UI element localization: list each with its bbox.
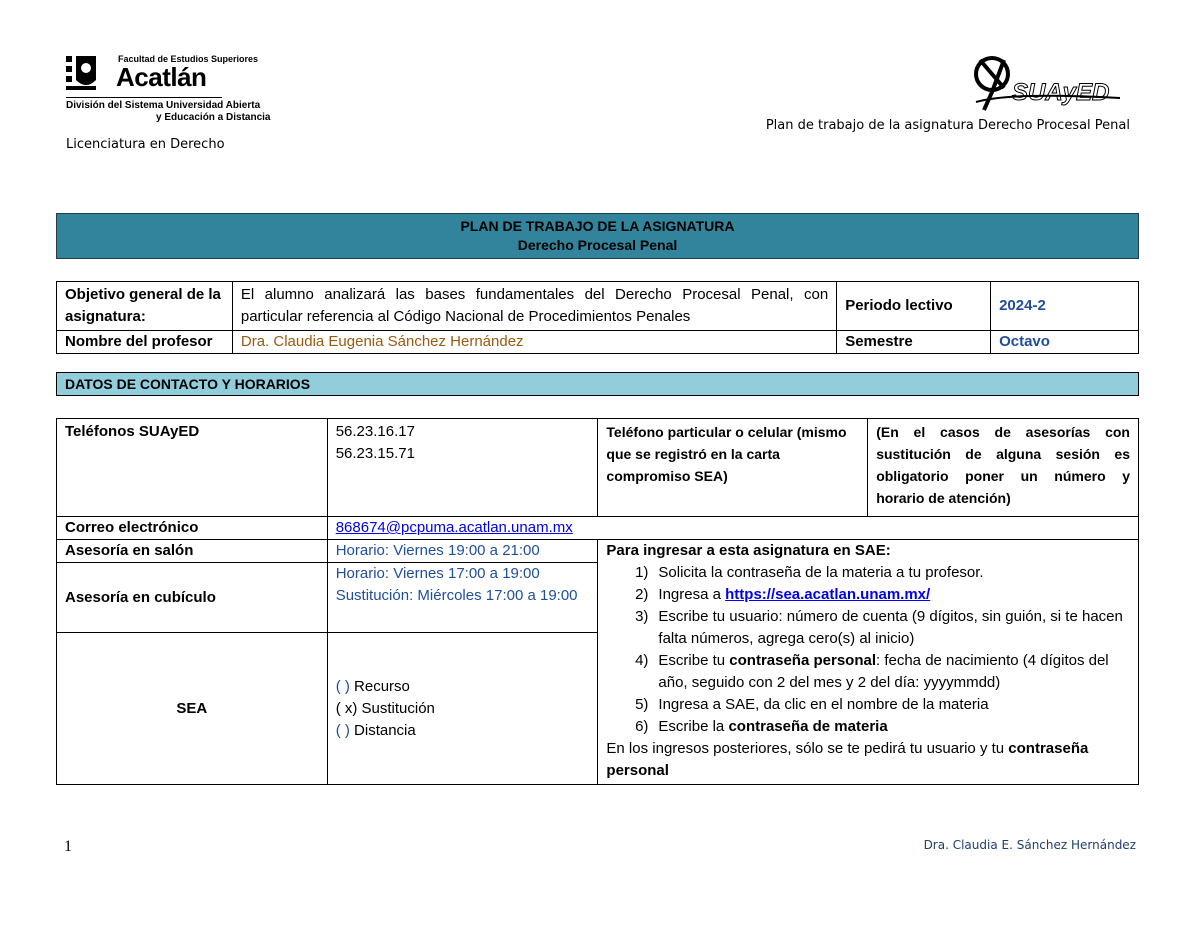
- particular-label: Teléfono particular o celular (mismo que se registró en la carta compromiso SEA): [598, 419, 868, 517]
- sea-sustitucion: ( x) Sustitución: [335, 699, 435, 717]
- sae-link[interactable]: https://sea.acatlan.unam.mx/: [725, 586, 931, 603]
- profesor-value: Dra. Claudia Eugenia Sánchez Hernández: [232, 331, 836, 354]
- fes-text: Facultad de Estudios Superiores: [118, 54, 259, 64]
- acatlan-logo: [64, 50, 271, 128]
- telefono-1: 56.23.16.17: [335, 423, 415, 440]
- page-number: 1: [64, 838, 72, 855]
- info-table: [56, 281, 1139, 354]
- correo-link[interactable]: 868674@pcpuma.acatlan.unam.mx: [335, 519, 573, 536]
- footer-author: Dra. Claudia E. Sánchez Hernández: [923, 838, 1136, 852]
- subject-title: Derecho Procesal Penal: [517, 237, 678, 253]
- objetivo-label: Objetivo general de la asignatura:: [57, 282, 233, 331]
- division-line-2: y Educación a Distancia: [156, 112, 271, 123]
- sae-step-1: 1) Solicita la contraseña de la materia a tu profesor.: [635, 564, 984, 581]
- telefonos-label: Teléfonos SUAyED: [57, 419, 328, 517]
- particular-note: (En el casos de asesorías con sustitución de alguna sesión es obligatorio poner un número y horario de atención): [868, 419, 1139, 517]
- cubiculo-horario: Horario: Viernes 17:00 a 19:00: [335, 565, 540, 582]
- suayed-logo: [970, 52, 1130, 114]
- sae-instructions: [598, 540, 1139, 785]
- objetivo-value: El alumno analizará las bases fundamentales del Derecho Procesal Penal, con particular referencia al Código Nacional de Procedimientos Penales: [232, 282, 836, 331]
- salon-label: Asesoría en salón: [57, 540, 328, 563]
- contact-table: [56, 418, 1139, 785]
- sea-distancia: ( ) Distancia: [335, 721, 416, 739]
- sea-label: SEA: [57, 633, 328, 785]
- sae-step-3: 3) Escribe tu usuario: número de cuenta (9 dígitos, sin guión, si te hacen falta números, agrega cero(s) al inicio): [635, 608, 1123, 647]
- plan-title-bar: [56, 213, 1139, 259]
- periodo-value: 2024-2: [991, 282, 1139, 331]
- cubiculo-label: Asesoría en cubículo: [57, 563, 328, 633]
- semestre-label: Semestre: [837, 331, 991, 354]
- telefono-2: 56.23.15.71: [335, 445, 415, 462]
- correo-cell: [327, 517, 1138, 540]
- sae-intro: Para ingresar a esta asignatura en SAE:: [606, 542, 891, 559]
- sae-step-5: 5) Ingresa a SAE, da clic en el nombre de la materia: [635, 696, 989, 713]
- licenciatura-label: Licenciatura en Derecho: [66, 137, 225, 152]
- correo-label: Correo electrónico: [57, 517, 328, 540]
- cubiculo-values: [327, 563, 598, 633]
- sea-recurso: ( ) Recurso: [335, 677, 410, 695]
- sea-options: [327, 633, 598, 785]
- salon-value: Horario: Viernes 19:00 a 21:00: [327, 540, 598, 563]
- semestre-value: Octavo: [991, 331, 1139, 354]
- sae-steps: [606, 562, 1130, 738]
- plan-header-label: Plan de trabajo de la asignatura Derecho Procesal Penal: [765, 118, 1130, 133]
- sae-step-4: 4) Escribe tu contraseña personal: fecha de nacimiento (4 dígitos del año, seguido con 2 del mes y 2 del día: yyyymmdd): [635, 652, 1109, 691]
- division-line-1: División del Sistema Universidad Abierta: [66, 100, 261, 111]
- acatlan-title: Acatlán: [116, 62, 207, 92]
- profesor-label: Nombre del profesor: [57, 331, 233, 354]
- logo-divider: [66, 97, 222, 98]
- suayed-logo-text: SUAyED: [1012, 79, 1110, 106]
- sae-step-6: 6) Escribe la contraseña de materia: [635, 718, 888, 735]
- datos-contacto-bar: DATOS DE CONTACTO Y HORARIOS: [56, 372, 1139, 396]
- periodo-label: Periodo lectivo: [837, 282, 991, 331]
- unam-shield-icon: [64, 54, 98, 94]
- sae-posteriores: En los ingresos posteriores, sólo se te pedirá tu usuario y tu contraseña personal: [606, 740, 1089, 779]
- plan-title: PLAN DE TRABAJO DE LA ASIGNATURA: [460, 218, 735, 234]
- sae-step-2: 2) Ingresa a https://sea.acatlan.unam.mx/: [635, 586, 931, 603]
- telefonos-values: [327, 419, 598, 517]
- cubiculo-sustitucion: Sustitución: Miércoles 17:00 a 19:00: [335, 587, 578, 604]
